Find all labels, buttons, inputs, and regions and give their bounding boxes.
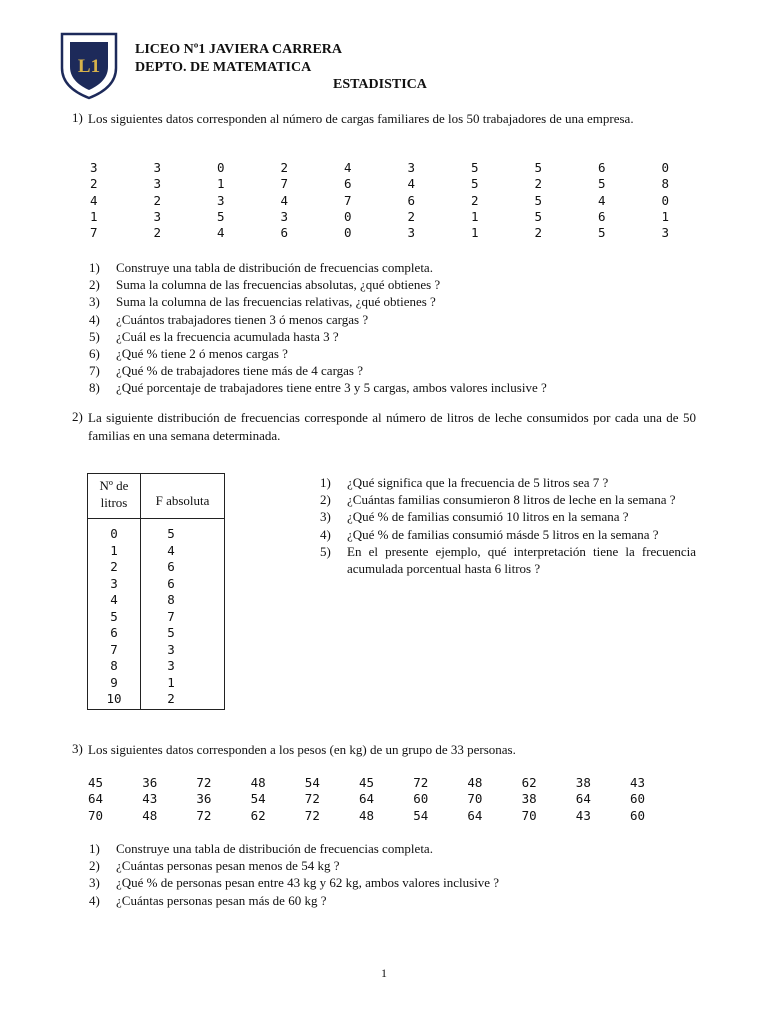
table-cell: 6 (110, 625, 118, 640)
data-cell: 60 (630, 807, 646, 823)
data-cell: 72 (304, 807, 320, 823)
table-cell: 0 (110, 526, 118, 541)
data-cell: 54 (250, 791, 266, 807)
problem-2-text: La siguiente distribución de frecuencias corresponde al número de litros de leche consumidos por cada una de 50 familias en una semana determinada. (88, 410, 696, 443)
data-cell: 2 (407, 208, 416, 224)
data-cell: 64 (575, 791, 591, 807)
question-item (89, 362, 709, 379)
data-cell: 6 (344, 176, 352, 192)
question-text: Suma la columna de las frecuencias relativas, ¿qué obtienes ? (116, 294, 436, 310)
data-cell: 48 (142, 807, 158, 823)
question-item (320, 491, 696, 508)
question-number: 1) (320, 475, 331, 490)
data-cell: 7 (280, 176, 289, 192)
question-text: ¿Qué % tiene 2 ó menos cargas ? (116, 346, 288, 362)
data-cell: 1 (90, 208, 98, 224)
question-item (89, 379, 709, 396)
litros-header-line1: Nº de (99, 478, 129, 493)
data-cell: 7 (344, 192, 352, 208)
question-item (89, 259, 709, 276)
data-cell: 4 (280, 192, 289, 208)
data-cell: 4 (90, 192, 98, 208)
table-cell: 3 (167, 658, 175, 673)
table-cell: 8 (167, 592, 175, 607)
data-cell: 5 (534, 160, 543, 175)
data-cell: 54 (304, 775, 320, 790)
question-text: ¿Qué significa que la frecuencia de 5 litros sea 7 ? (347, 475, 609, 490)
data-cell: 3 (407, 225, 416, 241)
question-text: ¿Qué % de familias consumió másde 5 litros en la semana ? (347, 526, 659, 542)
question-number: 4) (320, 526, 331, 542)
question-number: 5) (320, 543, 331, 559)
data-cell: 1 (471, 225, 479, 241)
question-number: 2) (89, 277, 100, 293)
data-cell: 60 (413, 791, 429, 807)
question-text: Construye una tabla de distribución de frecuencias completa. (116, 260, 433, 275)
question-item (320, 474, 696, 491)
data-cell: 3 (407, 160, 416, 175)
data-cell: 72 (196, 807, 212, 823)
data-cell: 62 (250, 807, 266, 823)
question-item (89, 840, 709, 857)
table-cell: 6 (167, 575, 175, 591)
question-item (89, 345, 709, 362)
fabsoluta-header: F absoluta (155, 493, 210, 508)
question-text: Suma la columna de las frecuencias absolutas, ¿qué obtienes ? (116, 277, 441, 293)
question-number: 1) (89, 841, 100, 856)
data-cell: 36 (142, 775, 158, 790)
question-text: ¿Qué % de familias consumió 10 litros en la semana ? (347, 509, 629, 525)
question-number: 8) (89, 380, 100, 396)
data-cell: 6 (598, 208, 606, 224)
data-cell: 2 (153, 192, 162, 208)
problem-3-number: 3) (72, 741, 83, 756)
data-cell: 4 (407, 176, 416, 192)
data-cell: 45 (88, 775, 104, 790)
data-cell: 1 (661, 208, 670, 224)
data-cell: 60 (630, 791, 646, 807)
data-cell: 2 (534, 176, 543, 192)
data-cell: 48 (250, 775, 266, 790)
data-cell: 1 (217, 176, 225, 192)
frequency-table (87, 473, 225, 710)
data-cell: 4 (598, 192, 606, 208)
question-text: Construye una tabla de distribución de frecuencias completa. (116, 841, 433, 856)
question-text: ¿Qué % de personas pesan entre 43 kg y 62 kg, ambos valores inclusive ? (116, 875, 500, 891)
litros-header (88, 477, 140, 511)
table-cell: 4 (167, 542, 175, 558)
data-cell: 70 (467, 791, 483, 807)
data-cell: 64 (359, 791, 375, 807)
question-item (89, 857, 709, 874)
data-cell: 48 (359, 807, 375, 823)
data-cell: 3 (153, 208, 162, 224)
data-cell: 3 (153, 160, 162, 175)
data-cell: 6 (280, 225, 289, 241)
question-number: 2) (89, 858, 100, 874)
problem-1-text: Los siguientes datos corresponden al número de cargas familiares de los 50 trabajadores de una empresa. (88, 111, 634, 126)
data-cell: 2 (90, 176, 98, 192)
data-cell: 0 (344, 208, 352, 224)
data-cell: 45 (359, 775, 375, 790)
data-cell: 36 (196, 791, 212, 807)
data-cell: 5 (471, 160, 479, 175)
data-cell: 5 (471, 176, 479, 192)
page-number: 1 (381, 966, 387, 980)
data-cell: 64 (88, 791, 104, 807)
data-cell: 54 (413, 807, 429, 823)
data-cell: 2 (471, 192, 479, 208)
question-number: 3) (89, 875, 100, 891)
question-text: ¿Cuántas personas pesan más de 60 kg ? (116, 892, 327, 908)
question-item (320, 526, 696, 543)
data-cell: 2 (534, 225, 543, 241)
question-item (89, 311, 709, 328)
data-cell: 1 (471, 208, 479, 224)
question-item (89, 293, 709, 310)
department-name: DEPTO. DE MATEMATICA (135, 60, 312, 75)
problem-3-text: Los siguientes datos corresponden a los pesos (en kg) de un grupo de 33 personas. (88, 742, 516, 757)
problem-1-questions (89, 259, 709, 397)
question-item (320, 543, 696, 577)
litros-header-line2: litros (100, 495, 128, 510)
problem-1-number: 1) (72, 110, 83, 125)
data-cell: 3 (153, 176, 162, 192)
school-logo (58, 30, 120, 100)
data-cell: 5 (534, 192, 543, 208)
data-cell: 6 (407, 192, 416, 208)
table-cell: 2 (167, 691, 175, 706)
page-title: ESTADISTICA (333, 77, 427, 92)
question-number: 3) (89, 294, 100, 310)
question-number: 7) (89, 363, 100, 379)
question-number: 5) (89, 328, 100, 344)
data-cell: 0 (661, 160, 670, 175)
school-name: LICEO Nº1 JAVIERA CARRERA (135, 42, 343, 57)
table-cell: 7 (110, 641, 118, 657)
data-cell: 3 (217, 192, 225, 208)
question-text: ¿Cuántas personas pesan menos de 54 kg ? (116, 858, 340, 874)
data-cell: 43 (630, 775, 646, 790)
question-text: ¿Cuántas familias consumieron 8 litros de leche en la semana ? (347, 492, 676, 508)
table-cell: 5 (167, 625, 175, 640)
data-cell: 62 (521, 775, 537, 790)
data-cell: 3 (661, 225, 670, 241)
data-cell: 2 (153, 225, 162, 241)
question-item (89, 874, 709, 891)
data-cell: 8 (661, 176, 670, 192)
data-cell: 72 (304, 791, 320, 807)
data-cell: 43 (142, 791, 158, 807)
question-number: 6) (89, 346, 100, 362)
data-cell: 2 (280, 160, 289, 175)
data-cell: 64 (467, 807, 483, 823)
question-item (89, 892, 709, 909)
table-cell: 3 (110, 575, 118, 591)
table-header-divider (88, 518, 224, 519)
table-cell: 7 (167, 608, 175, 624)
logo-initials: L1 (77, 56, 101, 77)
data-cell: 38 (521, 791, 537, 807)
table-cell: 4 (110, 592, 118, 607)
data-cell: 5 (534, 208, 543, 224)
data-cell: 5 (598, 176, 606, 192)
data-cell: 6 (598, 160, 606, 175)
question-text: ¿Qué % de trabajadores tiene más de 4 cargas ? (116, 363, 364, 379)
question-text: ¿Cuál es la frecuencia acumulada hasta 3 ? (116, 328, 339, 344)
table-cell: 10 (106, 691, 122, 706)
problem-2-questions (320, 474, 696, 577)
data-cell: 3 (280, 208, 289, 224)
question-number: 4) (89, 892, 100, 908)
question-text: ¿Qué porcentaje de trabajadores tiene entre 3 y 5 cargas, ambos valores inclusive ? (116, 380, 547, 396)
table-cell: 1 (167, 674, 175, 690)
table-cell: 3 (167, 641, 175, 657)
data-cell: 3 (90, 160, 98, 175)
question-item (89, 328, 709, 345)
data-cell: 7 (90, 225, 98, 241)
question-text: En el presente ejemplo, qué interpretación tiene la frecuencia acumulada porcentual hasta 6 litros ? (347, 543, 696, 577)
data-cell: 0 (217, 160, 225, 175)
data-cell: 72 (413, 775, 429, 790)
table-cell: 2 (110, 559, 118, 574)
data-cell: 4 (217, 225, 225, 241)
table-cell: 5 (167, 526, 175, 541)
question-number: 4) (89, 311, 100, 327)
data-cell: 70 (521, 807, 537, 823)
problem-3-questions (89, 840, 709, 909)
table-cell: 8 (110, 658, 118, 673)
question-number: 2) (320, 492, 331, 508)
question-text: ¿Cuántos trabajadores tienen 3 ó menos cargas ? (116, 311, 369, 327)
data-cell: 72 (196, 775, 212, 790)
data-cell: 48 (467, 775, 483, 790)
data-cell: 0 (661, 192, 670, 208)
data-cell: 70 (88, 807, 104, 823)
table-cell: 6 (167, 559, 175, 574)
data-cell: 0 (344, 225, 352, 241)
problem-2-number: 2) (72, 409, 83, 424)
question-item (89, 276, 709, 293)
data-cell: 5 (598, 225, 606, 241)
data-cell: 43 (575, 807, 591, 823)
data-cell: 4 (344, 160, 352, 175)
litros-column (88, 526, 140, 708)
table-cell: 9 (110, 674, 118, 690)
data-cell: 38 (575, 775, 591, 790)
data-cell: 5 (217, 208, 225, 224)
question-number: 1) (89, 260, 100, 275)
question-item (320, 508, 696, 525)
table-cell: 5 (110, 608, 118, 624)
fabsoluta-column (141, 526, 201, 708)
question-number: 3) (320, 509, 331, 525)
table-cell: 1 (110, 542, 118, 558)
